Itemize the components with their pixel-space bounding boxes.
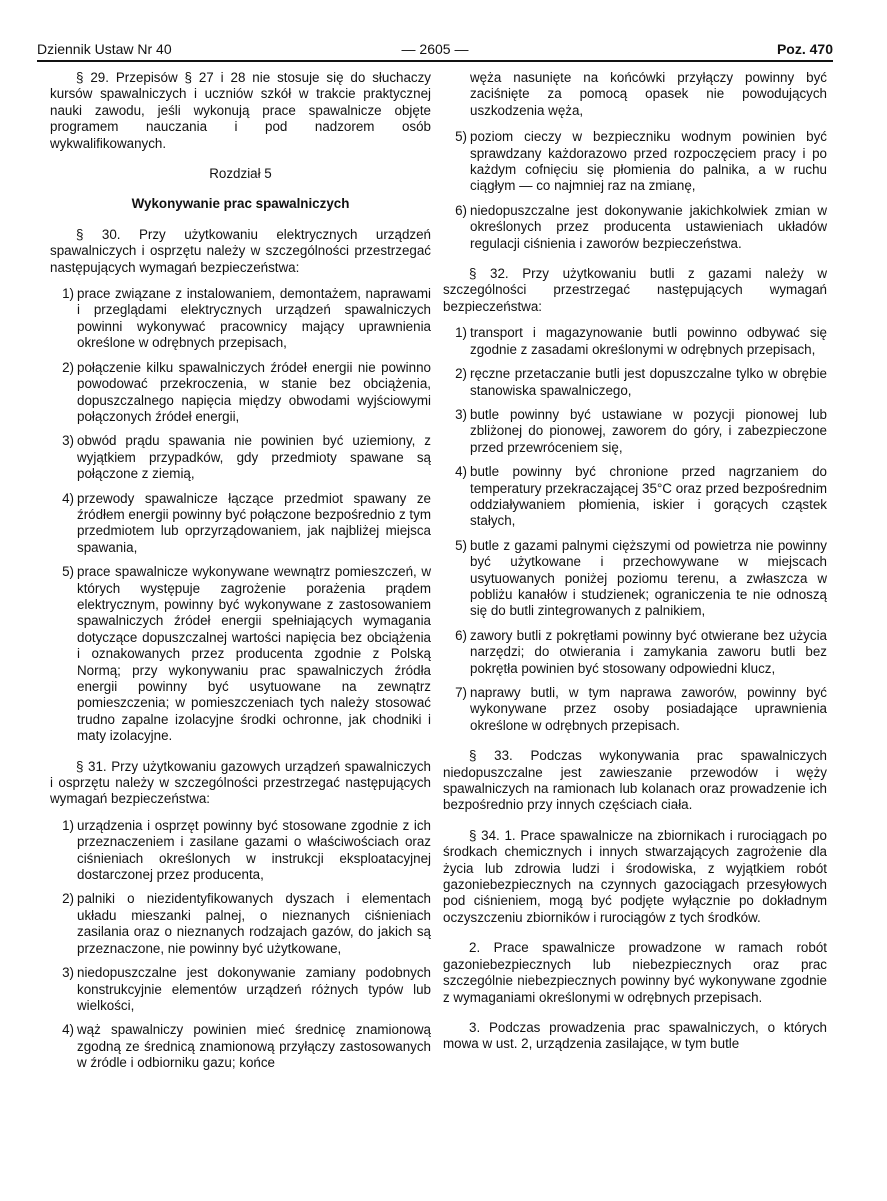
list-item bbox=[443, 407, 827, 456]
paragraph-34-2: 2. Prace spawalnicze prowadzone w ramach robót gazoniebezpiecznych lub niebezpiecznych oraz prac szczególnie niebezpiecznych powinny być wykonywane zgodnie z wymaganiami określonymi w odrębnych przepisach. bbox=[443, 940, 827, 1005]
item-number: 3) bbox=[62, 433, 74, 449]
left-column bbox=[50, 70, 431, 1080]
item-number: 4) bbox=[62, 490, 74, 506]
item-text: prace związane z instalowaniem, demontażem, naprawami i przeglądami elektrycznych urządzeń spawalniczych powinni wykonywać pracownicy mający uprawnienia określone w odrębnych przepisach, bbox=[77, 286, 431, 351]
paragraph-31-list bbox=[50, 818, 431, 1072]
item-number: 4) bbox=[62, 1022, 74, 1038]
item-text: poziom cieczy w bezpieczniku wodnym powinien być sprawdzany każdorazowo przed rozpoczęciem pracy i po każdym cofnięciu się płomienia do palnika, a w ruchu ciągłym — co najmniej raz na zmianę, bbox=[470, 129, 827, 194]
list-item bbox=[443, 464, 827, 530]
paragraph-32: § 32. Przy użytkowaniu butli z gazami należy w szczególności przestrzegać następujących wymagań bezpieczeństwa: bbox=[443, 266, 827, 314]
item-text: wąż spawalniczy powinien mieć średnicę znamionową zgodną ze średnicą znamionową przyłączy zastosowanych w źródle i odbiorniku gazu; końce bbox=[77, 1022, 431, 1071]
item-text: zawory butli z pokrętłami powinny być otwierane bez użycia narzędzi; do otwierania i zamykania zaworu butli bez pokrętła powinien być stosowany odpowiedni klucz, bbox=[470, 627, 827, 676]
item-number: 7) bbox=[455, 685, 467, 700]
chapter-title: Wykonywanie prac spawalniczych bbox=[131, 196, 350, 212]
list-item bbox=[50, 891, 431, 957]
item-text: niedopuszczalne jest dokonywanie jakichkolwiek zmian w określonych przez producenta ustawieniach układów regulacji ciśnienia i zaworów bezpieczeństwa. bbox=[470, 202, 827, 251]
paragraph-34-1: § 34. 1. Prace spawalnicze na zbiornikach i rurociągach po środkach chemicznych i innych stwarzających zagrożenie dla życia lub zdrowia ludzi i środowiska, z wyjątkiem robót gazoniebezpiecznych na czynnych gazociągach przesyłowych pod ciśnieniem, mogą być podjęte wyłącznie po dokładnym oczyszczeniu zbiorników i rurociągów z tych środków. bbox=[443, 827, 827, 925]
list-item bbox=[443, 366, 827, 399]
item-text: ręczne przetaczanie butli jest dopuszczalne tylko w obrębie stanowiska spawalniczego, bbox=[470, 366, 827, 398]
item-text: naprawy butli, w tym naprawa zaworów, powinny być wykonywane przez osoby posiadające uprawnienia określone w odrębnych przepisach. bbox=[470, 685, 827, 733]
list-item bbox=[443, 203, 827, 252]
item-number: 6) bbox=[455, 202, 467, 218]
item-number: 2) bbox=[62, 891, 74, 907]
paragraph-34-3: 3. Podczas prowadzenia prac spawalniczych, o których mowa w ust. 2, urządzenia zasilające, w tym butle bbox=[443, 1019, 827, 1052]
item-text: przewody spawalnicze łączące przedmiot spawany ze źródłem energii powinny być połączone bezpośrednio z tym przedmiotem lub oprzyrządowaniem, jak najbliżej miejsca spawania, bbox=[77, 490, 431, 555]
item-number: 3) bbox=[62, 965, 74, 981]
list-item bbox=[443, 538, 827, 620]
journal-title: Dziennik Ustaw Nr 40 bbox=[37, 41, 172, 57]
item-text: butle z gazami palnymi cięższymi od powietrza nie powinny być użytkowane i przechowywane w miejscach usytuowanych poniżej poziomu terenu, a zwłaszcza w pobliżu kanałów i studzienek; ograniczenia te nie odnoszą się do butli zintegrowanych z palnikiem, bbox=[470, 537, 827, 619]
list-item bbox=[443, 325, 827, 358]
item-text: połączenie kilku spawalniczych źródeł energii nie powinno powodować przekroczenia, w stanie bez obciążenia, dopuszczalnego napięcia między obwodami wyjściowymi połączonych źródeł energii, bbox=[77, 359, 431, 424]
item-number: 5) bbox=[455, 129, 467, 145]
paragraph-33: § 33. Podczas wykonywania prac spawalniczych niedopuszczalne jest zawieszanie przewodów i węży spawalniczych na ramionach lub kolanach oraz prowadzenie ich bezpośrednio przy innych częściach ciała. bbox=[443, 748, 827, 813]
paragraph-30: § 30. Przy użytkowaniu elektrycznych urządzeń spawalniczych i osprzętu należy w szczególności przestrzegać następujących wymagań bezpieczeństwa: bbox=[50, 226, 431, 275]
item-text: prace spawalnicze wykonywane wewnątrz pomieszczeń, w których występuje zagrożenie porażenia prądem elektrycznym, powinny być wykonywane z zastosowaniem spawalniczych źródeł energii spełniających wymagania dotyczące dopuszczalnej wartości napięcia bez obciążenia i oznakowanych przez producenta zgodnie z Polską Normą; przy wykonywaniu prac spawalniczych źródła energii powinny być usytuowane na zewnątrz pomieszczenia; w pomieszczeniach tych należy stosować trudno zapalne izolacyjne środki ochronne, jak chodniki i maty izolacyjne. bbox=[77, 564, 431, 744]
item-number: 6) bbox=[455, 627, 467, 643]
chapter-label: Rozdział 5 bbox=[209, 166, 272, 182]
item-text: palniki o niezidentyfikowanych dyszach i elementach układu mieszanki palnej, o nieznanych ciśnieniach zasilania oraz o nieznanych rodzajach gazów, do jakich są przeznaczone, nie powinny być użytkowane, bbox=[77, 891, 431, 956]
list-item bbox=[50, 965, 431, 1014]
list-item bbox=[50, 1022, 431, 1071]
page-header bbox=[37, 38, 833, 62]
item-text: butle powinny być ustawiane w pozycji pionowej lub zbliżonej do pionowej, zaworem do góry, i zabezpieczone przed przewróceniem się, bbox=[470, 406, 827, 455]
item-number: 1) bbox=[62, 286, 74, 302]
paragraph-31: § 31. Przy użytkowaniu gazowych urządzeń spawalniczych i osprzętu należy w szczególności przestrzegać następujących wymagań bezpieczeństwa: bbox=[50, 758, 431, 807]
list-item bbox=[50, 360, 431, 426]
item-number: 4) bbox=[455, 464, 467, 480]
list-item bbox=[443, 685, 827, 734]
position-number: Poz. 470 bbox=[776, 41, 833, 57]
item-number: 1) bbox=[62, 817, 74, 833]
paragraph-31-continuation: węża nasunięte na końcówki przyłączy powinny być zaciśnięte za pomocą opasek nie powodujących uszkodzenia węża, bbox=[470, 70, 827, 118]
list-item bbox=[50, 433, 431, 482]
item-number: 2) bbox=[62, 359, 74, 375]
list-item bbox=[50, 491, 431, 557]
list-item bbox=[443, 129, 827, 195]
paragraph-30-list bbox=[50, 286, 431, 745]
paragraph-32-list bbox=[443, 325, 827, 734]
item-text: butle powinny być chronione przed nagrzaniem do temperatury przekraczającej 35°C oraz przed bezpośrednim oddziaływaniem płomienia, iskier i gorących cząstek stałych, bbox=[470, 464, 827, 529]
list-item bbox=[50, 818, 431, 884]
item-number: 5) bbox=[455, 537, 467, 553]
item-number: 5) bbox=[62, 564, 74, 580]
list-item bbox=[443, 628, 827, 677]
paragraph-31-list-continued bbox=[443, 129, 827, 252]
item-text: transport i magazynowanie butli powinno odbywać się zgodnie z zasadami określonymi w odrębnych przepisach, bbox=[470, 325, 827, 357]
list-item bbox=[50, 564, 431, 744]
item-number: 3) bbox=[455, 406, 467, 422]
page-number: — 2605 — bbox=[401, 41, 469, 57]
item-number: 1) bbox=[455, 325, 467, 341]
item-text: urządzenia i osprzęt powinny być stosowane zgodnie z ich przeznaczeniem i zasilane gazami o właściwościach oraz ciśnieniach określonych w instrukcji eksploatacyjnej dostarczonej przez producenta, bbox=[77, 817, 431, 883]
item-number: 2) bbox=[455, 366, 467, 382]
paragraph-29: § 29. Przepisów § 27 i 28 nie stosuje się do słuchaczy kursów spawalniczych i uczniów szkół w trakcie praktycznej nauki zawodu, jeśli wykonują prace spawalnicze objęte programem nauczania i pod nadzorem osób wykwalifikowanych. bbox=[50, 70, 431, 151]
list-item bbox=[50, 286, 431, 352]
item-text: obwód prądu spawania nie powinien być uziemiony, z wyjątkiem przypadków, gdy przedmioty spawane są połączone z ziemią, bbox=[77, 433, 431, 482]
item-text: niedopuszczalne jest dokonywanie zamiany podobnych konstrukcyjnie elementów urządzeń różnych typów lub wielkości, bbox=[77, 965, 431, 1013]
right-column bbox=[443, 70, 827, 1063]
